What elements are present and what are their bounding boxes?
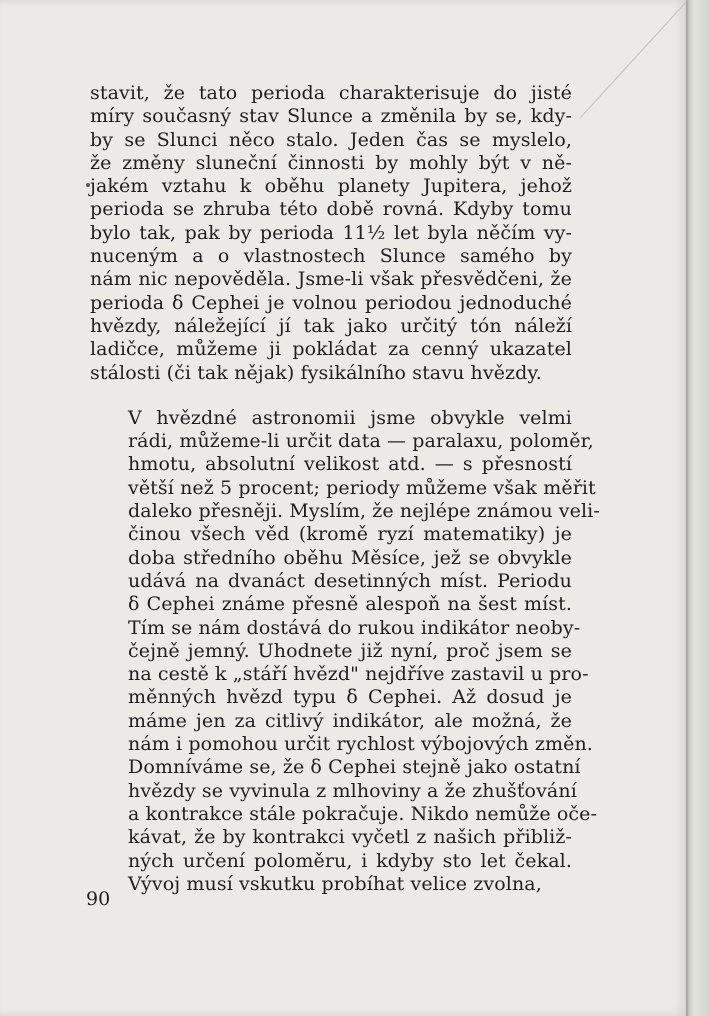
text-line: by se Slunci něco stalo. Jeden čas se myslelo, xyxy=(90,128,572,151)
text-line: bylo tak, pak by perioda 11½ let byla něčím vy- xyxy=(90,221,572,244)
text-line: čejně jemný. Uhodnete již nyní, proč jsem se xyxy=(128,639,572,662)
text-line: ladičce, můžeme ji pokládat za cenný ukazatel xyxy=(90,338,572,361)
text-line: jakém vztahu k oběhu planety Jupitera, jehož xyxy=(90,175,572,198)
text-line: Vývoj musí vskutku probíhat velice zvolna, xyxy=(128,872,542,895)
text-line: hmotu, absolutní velikost atd. — s přesností xyxy=(128,453,572,476)
text-line: nám nic nepověděla. Jsme-li však přesvědčeni, že xyxy=(90,268,572,291)
text-line: perioda se zhruba této době rovná. Kdyby tomu xyxy=(90,198,572,221)
text-line: a kontrakce stále pokračuje. Nikdo nemůže oče- xyxy=(128,802,597,825)
text-line: stavit, že tato perioda charakterisuje do jisté xyxy=(90,82,572,104)
text-line: nám i pomohou určit rychlost výbojových změn. xyxy=(128,733,593,756)
text-line: daleko přesněji. Myslím, že nejlépe známou veli- xyxy=(128,500,600,523)
text-line: Domníváme se, že δ Cephei stejně jako ostatní xyxy=(128,756,581,779)
text-line: δ Cephei známe přesně alespoň na šest míst. xyxy=(128,593,572,616)
text-line: rádi, můžeme-li určit data — paralaxu, poloměr, xyxy=(128,430,594,453)
text-line: Tím se nám dostává do rukou indikátor neoby- xyxy=(128,616,581,639)
text-line: ných určení poloměru, i kdyby sto let čekal. xyxy=(128,849,572,872)
text-line: kávat, že by kontrakci vyčetl z našich přibliž- xyxy=(128,826,572,849)
text-line: V hvězdné astronomii jsme obvykle velmi xyxy=(128,406,572,429)
page-number: 90 xyxy=(86,888,111,910)
page-fold-crease xyxy=(560,0,700,120)
text-line: na cestě k „stáří hvězd" nejdříve zastavil u pro- xyxy=(128,663,589,686)
text-line: máme jen za citlivý indikátor, ale možná, že xyxy=(128,709,572,732)
text-line: hvězdy se vyvinula z mlhoviny a že zhušťování xyxy=(128,779,577,802)
adjacent-page-edge xyxy=(686,0,709,1016)
text-line: nuceným a o vlastnostech Slunce samého by xyxy=(90,245,572,268)
text-line: doba středního oběhu Měsíce, jež se obvykle xyxy=(128,546,572,569)
text-line: hvězdy, náležející jí tak jako určitý tón náleží xyxy=(90,314,572,337)
text-line: měnných hvězd typu δ Cephei. Až dosud je xyxy=(128,686,572,709)
text-line: míry současný stav Slunce a změnila by se, kdy- xyxy=(90,105,572,128)
text-line: stálosti (či tak nějak) fysikálního stavu hvězdy. xyxy=(90,361,542,384)
text-line: větší než 5 procent; periody můžeme však měřit xyxy=(128,476,596,499)
text-line: perioda δ Cephei je volnou periodou jednoduché xyxy=(90,291,572,314)
text-line: udává na dvanáct desetinných míst. Periodu xyxy=(128,569,572,592)
body-text xyxy=(90,82,600,896)
paragraph-1 xyxy=(90,82,572,385)
paragraph-2 xyxy=(90,406,600,896)
text-line: že změny sluneční činnosti by mohly být v ně- xyxy=(90,151,572,174)
text-line: činou všech věd (kromě ryzí matematiky) je xyxy=(128,523,572,546)
